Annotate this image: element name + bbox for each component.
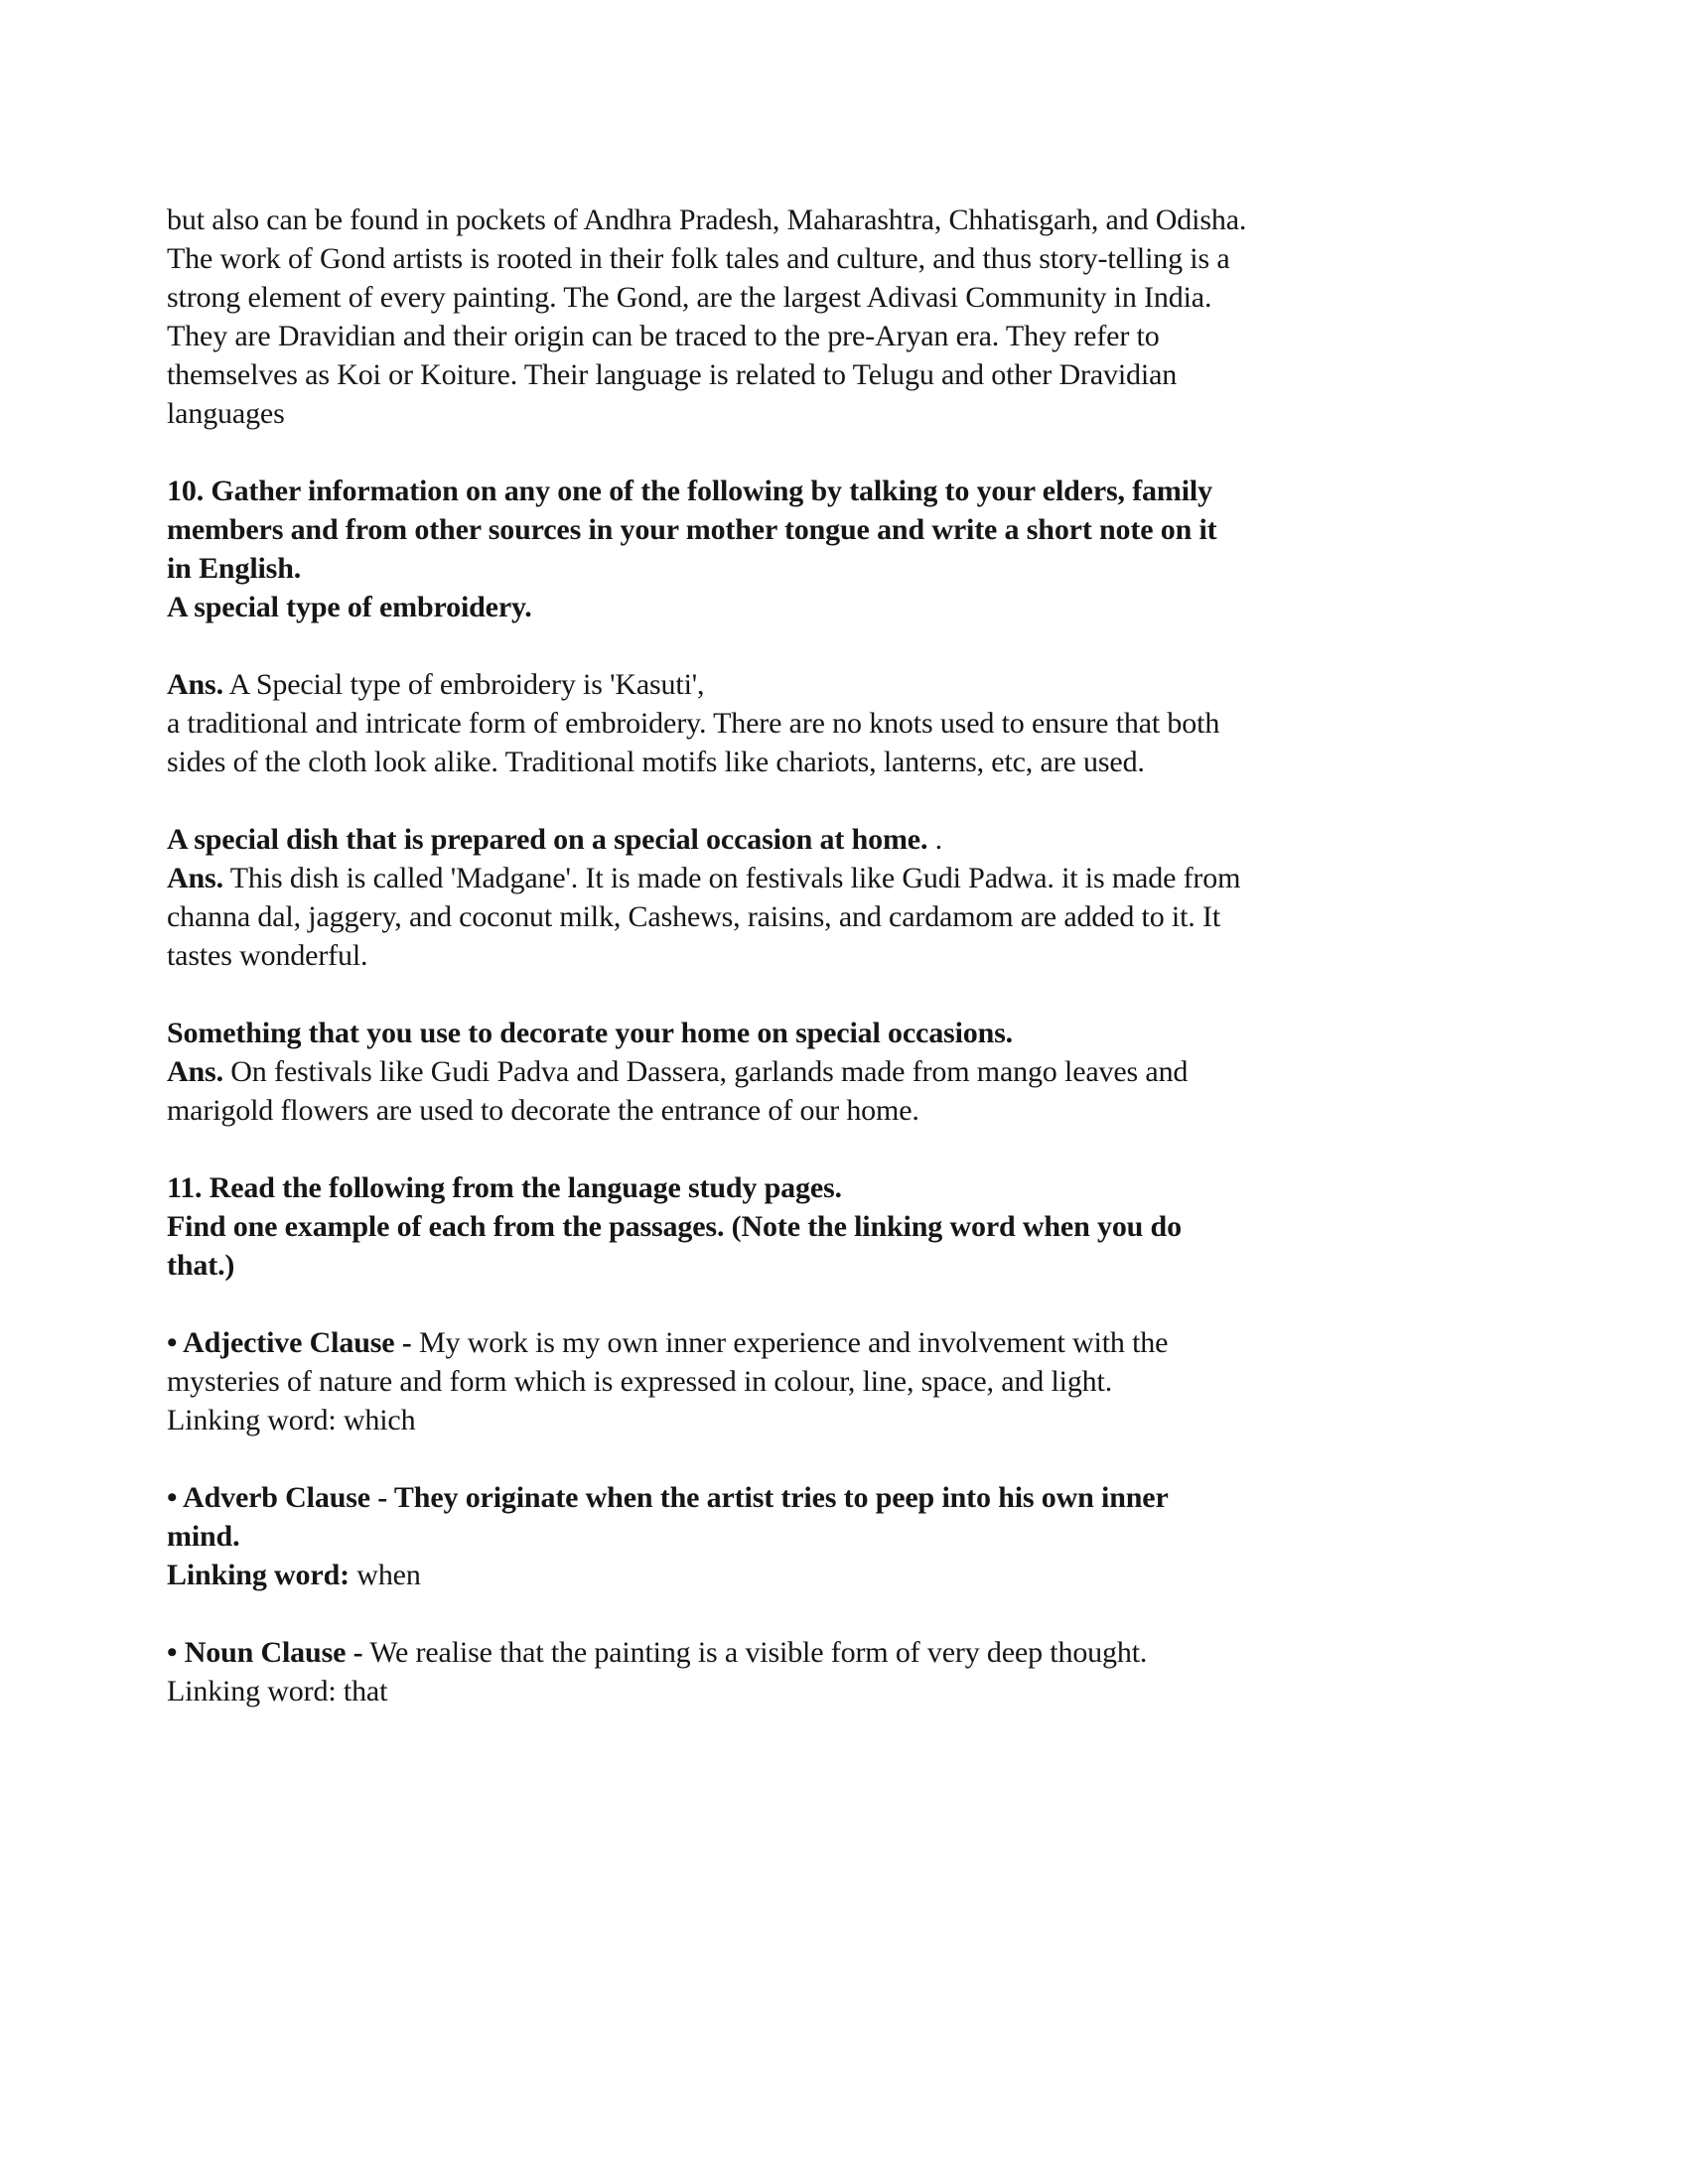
bold-text-run: Find one example of each from the passages. (Note the linking word when you do	[167, 1210, 1182, 1243]
question-number-heading: 11. Read the following from the language study pages.	[167, 1171, 842, 1204]
bullet-heading: • Adverb Clause - They originate when the artist tries to peep into his own inner	[167, 1481, 1169, 1514]
text-run: .	[927, 823, 943, 856]
text-line	[167, 317, 1509, 355]
text-line	[167, 1556, 1509, 1594]
text-line	[167, 1478, 1509, 1517]
text-run: On festivals like Gudi Padva and Dassera, garlands made from mango leaves and	[222, 1055, 1189, 1088]
bold-text-run: members and from other sources in your mother tongue and write a short note on it	[167, 513, 1217, 546]
text-run: They are Dravidian and their origin can be traced to the pre-Aryan era. They refer to	[167, 320, 1160, 352]
text-line	[167, 1207, 1509, 1246]
text-line	[167, 1517, 1509, 1556]
text-run: but also can be found in pockets of Andhra Pradesh, Maharashtra, Chhatisgarh, and Odisha.	[167, 204, 1247, 236]
text-line	[167, 820, 1509, 859]
text-line	[167, 1672, 1509, 1710]
text-run: strong element of every painting. The Gond, are the largest Adivasi Community in India.	[167, 281, 1212, 314]
answer-label: Ans.	[167, 1055, 223, 1088]
text-line	[167, 588, 1509, 626]
text-line	[167, 394, 1509, 433]
text-run: languages	[167, 397, 285, 430]
text-line	[167, 1246, 1509, 1285]
text-line	[167, 1633, 1509, 1672]
subtopic-heading: A special dish that is prepared on a special occasion at home.	[167, 823, 928, 856]
question-number-heading: 10. Gather information on any one of the following by talking to your elders, family	[167, 475, 1212, 507]
text-run: a traditional and intricate form of embroidery. There are no knots used to ensure that both	[167, 707, 1220, 740]
text-run: sides of the cloth look alike. Traditional motifs like chariots, lanterns, etc, are used.	[167, 746, 1145, 778]
bold-text-run: that.)	[167, 1249, 235, 1282]
bold-text-run: mind.	[167, 1520, 240, 1553]
text-line	[167, 859, 1509, 897]
bullet-heading: • Adjective Clause -	[167, 1326, 412, 1359]
text-run: This dish is called 'Madgane'. It is made on festivals like Gudi Padwa. it is made from	[222, 862, 1241, 894]
answer-embroidery	[167, 665, 1509, 781]
document-text-area	[167, 201, 1509, 1710]
text-run: The work of Gond artists is rooted in their folk tales and culture, and thus story-telling is a	[167, 242, 1230, 275]
text-line	[167, 510, 1509, 549]
text-line	[167, 1401, 1509, 1439]
text-line	[167, 239, 1509, 278]
adverb-clause-item	[167, 1478, 1509, 1594]
answer-label: Ans.	[167, 862, 223, 894]
text-line	[167, 1052, 1509, 1091]
text-line	[167, 1014, 1509, 1052]
text-line	[167, 278, 1509, 317]
text-line	[167, 1323, 1509, 1362]
text-run: mysteries of nature and form which is expressed in colour, line, space, and light.	[167, 1365, 1113, 1398]
bullet-heading: • Noun Clause -	[167, 1636, 363, 1669]
text-run: We realise that the painting is a visible form of very deep thought.	[362, 1636, 1148, 1669]
text-line	[167, 355, 1509, 394]
question-11-heading	[167, 1168, 1509, 1285]
text-line	[167, 472, 1509, 510]
text-line	[167, 549, 1509, 588]
text-line	[167, 743, 1509, 781]
text-run: marigold flowers are used to decorate the entrance of our home.	[167, 1094, 919, 1127]
text-line	[167, 897, 1509, 936]
text-line	[167, 1362, 1509, 1401]
question-decoration	[167, 1014, 1509, 1130]
noun-clause-item	[167, 1633, 1509, 1710]
linking-word-line: Linking word: that	[167, 1675, 388, 1707]
linking-word-line: Linking word: which	[167, 1404, 416, 1436]
text-line	[167, 201, 1509, 239]
answer-label: Ans.	[167, 668, 223, 701]
subtopic-heading: A special type of embroidery.	[167, 591, 532, 623]
text-line	[167, 1168, 1509, 1207]
adjective-clause-item	[167, 1323, 1509, 1439]
text-run: channa dal, jaggery, and coconut milk, Cashews, raisins, and cardamom are added to it. It	[167, 900, 1221, 933]
linking-word-label: Linking word:	[167, 1559, 350, 1591]
text-line	[167, 1091, 1509, 1130]
text-line	[167, 665, 1509, 704]
text-run: tastes wonderful.	[167, 939, 368, 972]
intro-paragraph	[167, 201, 1509, 433]
text-run: when	[349, 1559, 421, 1591]
text-run: My work is my own inner experience and involvement with the	[411, 1326, 1169, 1359]
bold-text-run: in English.	[167, 552, 302, 585]
text-line	[167, 704, 1509, 743]
question-10-heading	[167, 472, 1509, 626]
text-run: themselves as Koi or Koiture. Their language is related to Telugu and other Dravidian	[167, 358, 1178, 391]
text-run: A Special type of embroidery is 'Kasuti',	[222, 668, 705, 701]
question-special-dish	[167, 820, 1509, 975]
text-line	[167, 936, 1509, 975]
subtopic-heading: Something that you use to decorate your home on special occasions.	[167, 1017, 1014, 1049]
